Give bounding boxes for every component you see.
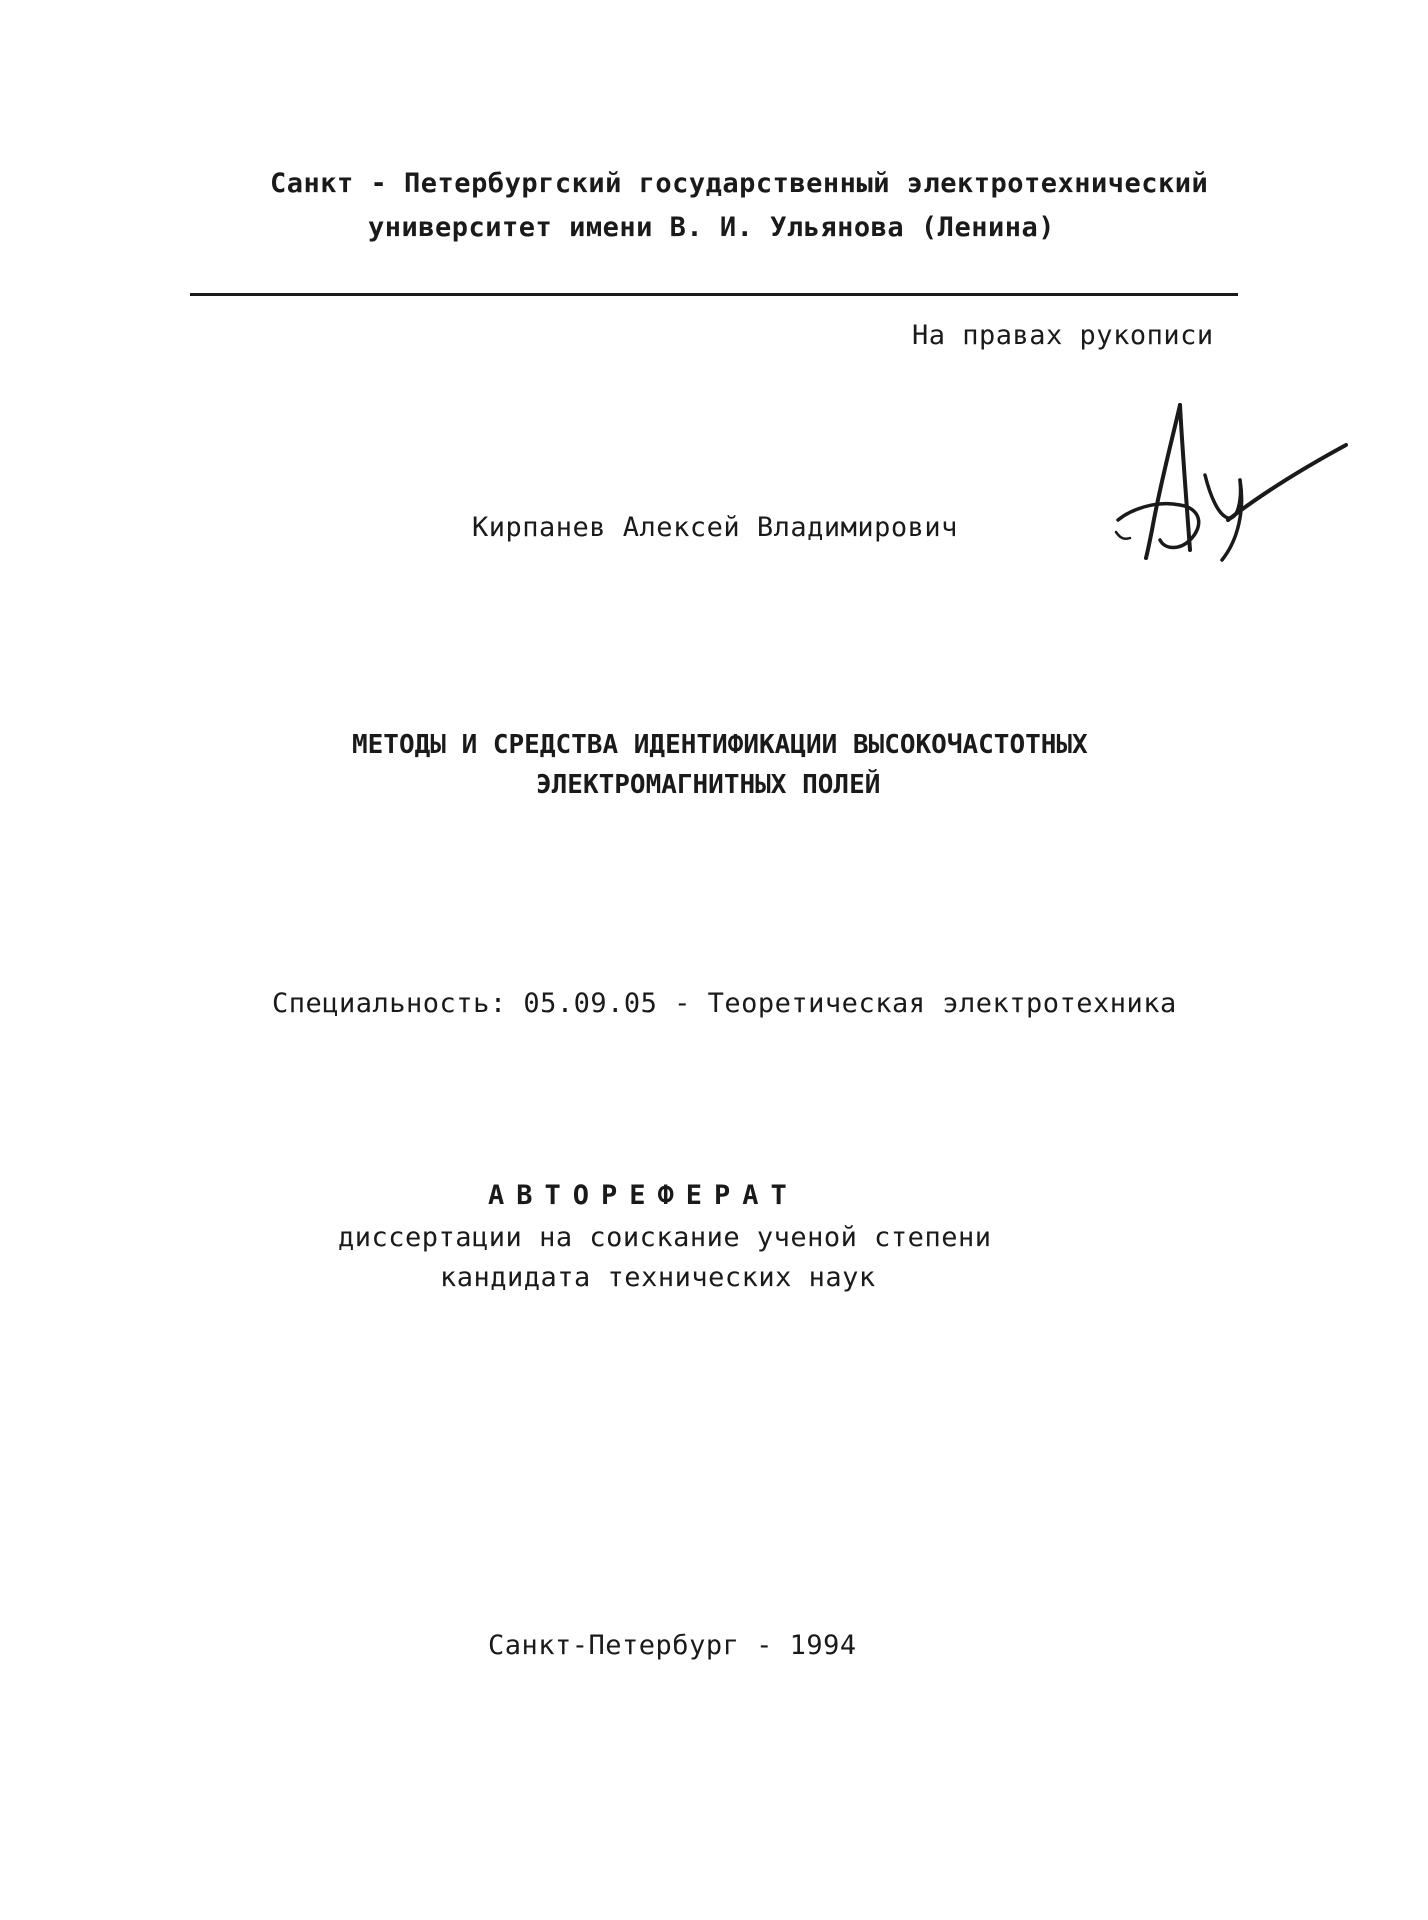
author-name: Кирпанев Алексей Владимирович: [472, 512, 958, 543]
abstract-subtitle-line-1: диссертации на соискание ученой степени: [338, 1222, 992, 1253]
header-divider: [190, 293, 1238, 296]
place-and-year: Санкт-Петербург - 1994: [488, 1630, 857, 1661]
handwritten-signature: [1110, 400, 1350, 570]
abstract-subtitle-line-2: кандидата технических наук: [440, 1262, 876, 1293]
institution-name-line-1: Санкт - Петербургский государственный электротехнический: [270, 168, 1209, 199]
abstract-heading: АВТОРЕФЕРАТ: [488, 1180, 799, 1211]
institution-name-line-2: университет имени В. И. Ульянова (Ленина): [368, 212, 1055, 243]
rights-note: На правах рукописи: [912, 320, 1214, 351]
specialty: Специальность: 05.09.05 - Теоретическая электротехника: [272, 988, 1177, 1019]
dissertation-title-line-2: ЭЛЕКТРОМАГНИТНЫХ ПОЛЕЙ: [536, 770, 881, 800]
dissertation-title-line-1: МЕТОДЫ И СРЕДСТВА ИДЕНТИФИКАЦИИ ВЫСОКОЧАСТОТНЫХ: [352, 730, 1088, 760]
